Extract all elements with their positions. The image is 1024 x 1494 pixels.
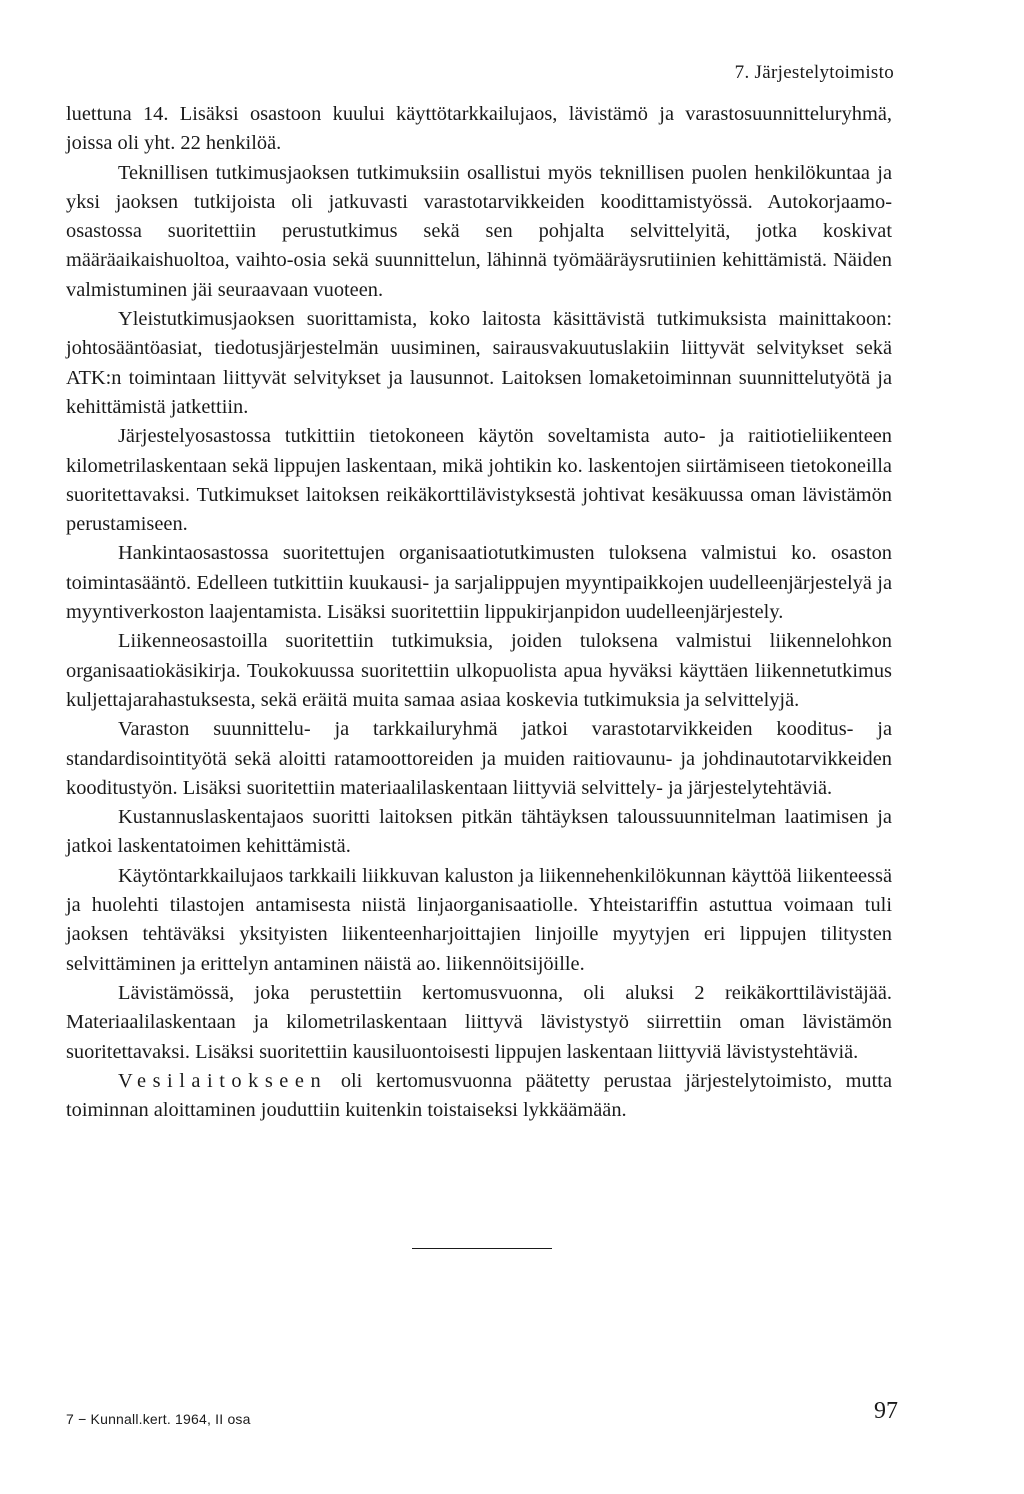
paragraph-procurement: Hankintaosastossa suoritettujen organisaatiotutkimusten tuloksena valmistui ko. osaston toimintasääntö. Edelleen tutkittiin kuukausi- ja sarjalippujen myyntipaikkojen uudelleenjärjestelyä ja myyntiverkoston laajentamista. Lisäksi suoritettiin lippukirjanpidon uudelleenjärjestely. [66, 542, 892, 624]
footer-signature: 7 − Kunnall.kert. 1964, II osa [66, 1411, 251, 1427]
paragraph-general-research: Yleistutkimusjaoksen suorittamista, koko laitosta käsittävistä tutkimuksista mainittakoon: johtosääntöasiat, tiedotusjärjestelmän uusiminen, sairausvakuutuslakiin liittyvät selvitykset sekä ATK:n toimintaan liittyvät selvitykset ja lausunnot. Laitoksen lomaketoiminnan suunnittelutyötä ja kehittämistä jatkettiin. [66, 308, 892, 418]
page-number: 97 [874, 1398, 898, 1424]
running-header: 7. Järjestelytoimisto [734, 62, 894, 83]
paragraph-technical-research: Teknillisen tutkimusjaoksen tutkimuksiin osallistui myös teknillisen puolen henkilökuntaa ja yksi jaoksen tutkijoista oli jatkuvasti varastotarvikkeiden koodittamistyössä. Autokorjaamo-osastossa suoritettiin perustutkimus sekä sen pohjalta selvittelyitä, jotka koskivat määräaikaishuoltoa, vaihto-osia sekä suunnittelun, lähinnä työmääräysrutiinien kehittämistä. Näiden valmistuminen jäi seuraavaan vuoteen. [66, 161, 892, 301]
paragraph-traffic-departments: Liikenneosastoilla suoritettiin tutkimuksia, joiden tuloksena valmistui liikennelohkon organisaatiokäsikirja. Toukokuussa suoritettiin ulkopuolista apua hyväksi käyttäen liikennetutkimus kuljettajarahastuksesta, sekä eräitä muita samaa asiaa koskevia tutkimuksia ja selvittelyjä. [66, 630, 892, 711]
paragraph-cost-accounting: Kustannuslaskentajaos suoritti laitoksen pitkän tähtäyksen taloussuunnitelman laatimisen ja jatkoi laskentatoimen kehittämistä. [66, 806, 892, 858]
paragraph-waterworks-text: oli kertomusvuonna päätetty perustaa järjestelytoimisto, mutta toiminnan aloittaminen jouduttiin kuitenkin toistaiseksi lykkäämään. [66, 1069, 892, 1122]
paragraph-waterworks [66, 1067, 892, 1126]
section-end-rule [412, 1248, 552, 1249]
paragraph-operations-monitoring: Käytöntarkkailujaos tarkkaili liikkuvan kaluston ja liikennehenkilökunnan käyttöä liikenteessä ja huolehti tilastojen antamisesta niistä linjaorganisaatiolle. Yhteistariffin astuttua voimaan tuli jaoksen tehtäväksi yksityisten liikenteenharjoittajien linjoille myytyjen eri lippujen tilitysten selvittäminen ja erittelyn antaminen näistä ao. liikennöitsijöille. [66, 864, 892, 975]
body-text [66, 100, 892, 1125]
paragraph-punch-card-unit: Lävistämössä, joka perustettiin kertomusvuonna, oli aluksi 2 reikäkorttilävistäjää. Materiaalilaskentaan ja kilometrilaskentaan liittyvä lävistystyö siirrettiin oman lävistämön suoritettavaksi. Lisäksi suoritettiin kausiluontoisesti lippujen laskentaan liittyviä lävistystehtäviä. [66, 981, 892, 1063]
paragraph-warehouse-planning: Varaston suunnittelu- ja tarkkailuryhmä jatkoi varastotarvikkeiden kooditus- ja standardisointityötä sekä aloitti ratamoottoreiden ja muiden raitiovaunu- ja johdinautotarvikkeiden kooditustyön. Lisäksi suoritettiin materiaalilaskentaan liittyviä selvittely- ja järjestelytehtäviä. [66, 718, 892, 799]
spaced-term: Vesilaitokseen [118, 1069, 328, 1092]
paragraph-organisation-department: Järjestelyosastossa tutkittiin tietokoneen käytön soveltamista auto- ja raitiotieliikenteen kilometrilaskentaan sekä lippujen laskentaan, mikä johtikin ko. laskentojen siirtämiseen tietokoneilla suoritettavaksi. Tutkimukset laitoksen reikäkorttilävistyksestä johtivat kesäkuussa oman lävistämön perustamiseen. [66, 425, 892, 536]
paragraph-continuation: luettuna 14. Lisäksi osastoon kuului käyttötarkkailujaos, lävistämö ja varastosuunnitteluryhmä, joissa oli yht. 22 henkilöä. [66, 103, 892, 155]
